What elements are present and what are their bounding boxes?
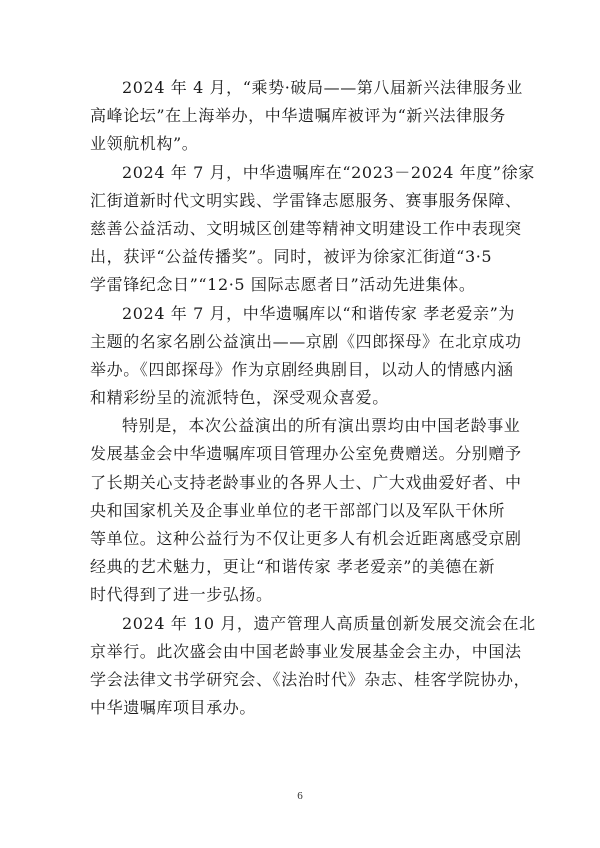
text-line: 2024 年 10 月，遗产管理人高质量创新发展交流会在北 — [122, 613, 536, 633]
paragraph-estate-conference — [90, 610, 536, 723]
paragraph-peking-opera — [90, 300, 522, 413]
paragraph-forum-award — [90, 74, 522, 159]
text-line: 高峰论坛”在上海举办，中华遗嘱库被评为“新兴法律服务 — [90, 106, 506, 126]
text-line: 出，获评“公益传播奖”。同时，被评为徐家汇街道“3·5 — [90, 247, 493, 267]
text-line: 汇街道新时代文明实践、学雷锋志愿服务、赛事服务保障、 — [90, 190, 522, 210]
text-line: 时代得到了进一步弘扬。 — [90, 585, 273, 605]
text-line: 2024 年 7 月，中华遗嘱库以“和谐传家 孝老爱亲”为 — [122, 303, 516, 323]
text-line: 主题的名家名剧公益演出——京剧《四郎探母》在北京成功 — [90, 331, 522, 351]
text-line: 学会法律文书学研究会、《法治时代》杂志、桂客学院协办， — [90, 669, 531, 689]
text-line: 举办。《四郎探母》作为京剧经典剧目，以动人的情感内涵 — [90, 359, 514, 379]
page-number: 6 — [297, 790, 303, 802]
paragraph-xujiahui-award — [90, 159, 535, 300]
text-line: 慈善公益活动、文明城区创建等精神文明建设工作中表现突 — [90, 218, 522, 238]
text-line: 学雷锋纪念日”“12·5 国际志愿者日”活动先进集体。 — [90, 275, 476, 295]
text-line: 发展基金会中华遗嘱库项目管理办公室免费赠送。分别赠予 — [90, 444, 522, 464]
text-line: 央和国家机关及企事业单位的老干部部门以及军队干休所 — [90, 500, 506, 520]
text-line: 特别是，本次公益演出的所有演出票均由中国老龄事业 — [122, 416, 521, 436]
text-line: 等单位。这种公益行为不仅让更多人有机会近距离感受京剧 — [90, 529, 522, 548]
text-line: 经典的艺术魅力，更让“和谐传家 孝老爱亲”的美德在新 — [90, 557, 496, 577]
text-line: 2024 年 7 月，中华遗嘱库在“2023－2024 年度”徐家 — [122, 162, 535, 182]
text-line: 和精彩纷呈的流派特色，深受观众喜爱。 — [90, 388, 389, 408]
text-line: 2024 年 4 月，“乘势·破局——第八届新兴法律服务业 — [122, 78, 523, 97]
text-line: 业领航机构”。 — [90, 134, 199, 154]
paragraph-free-tickets — [90, 412, 522, 609]
text-line: 京举行。此次盛会由中国老龄事业发展基金会主办，中国法 — [90, 641, 522, 661]
text-line: 了长期关心支持老龄事业的各界人士、广大戏曲爱好者、中 — [90, 472, 522, 492]
document-body — [90, 74, 536, 722]
text-line: 中华遗嘱库项目承办。 — [90, 698, 257, 718]
